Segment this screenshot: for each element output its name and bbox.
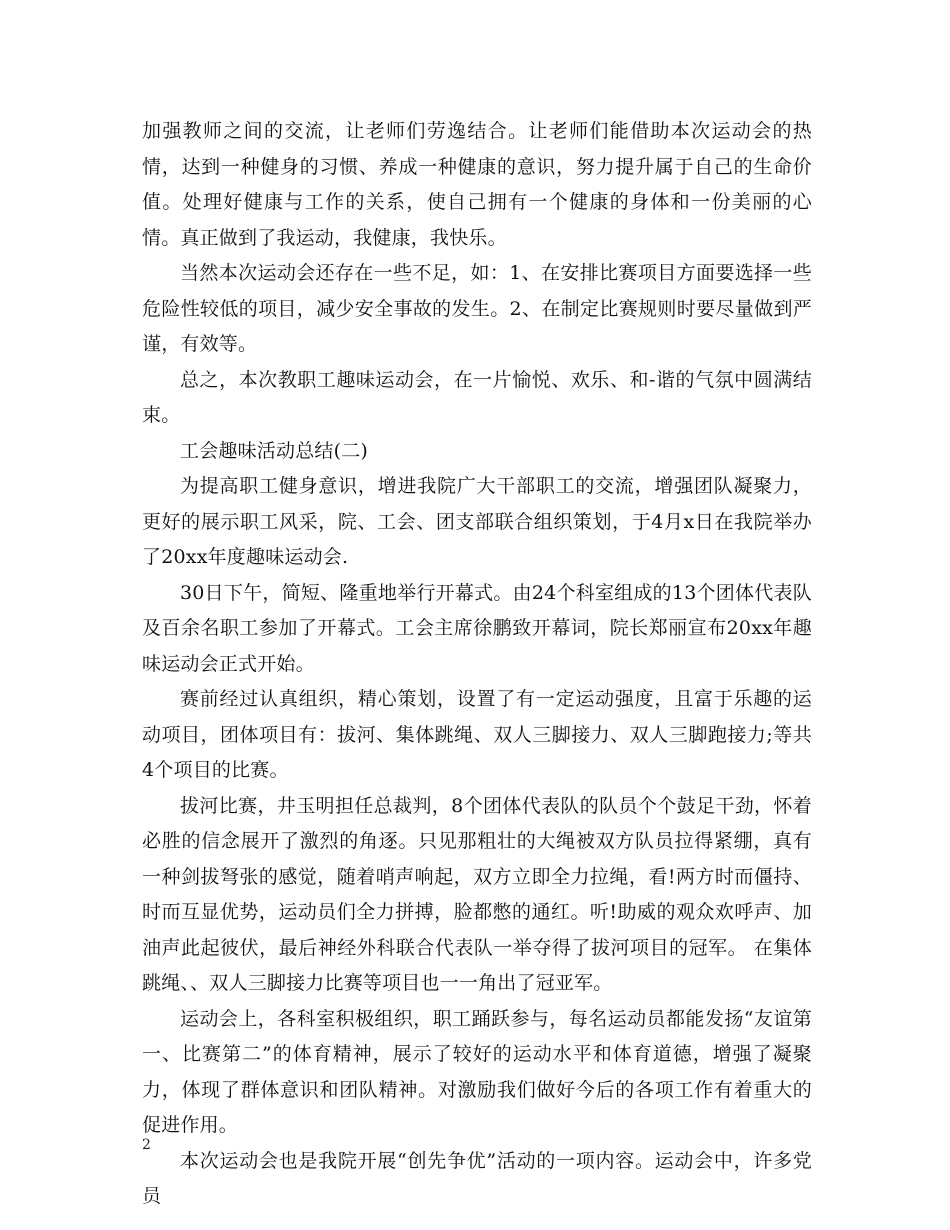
paragraph-7: 赛前经过认真组织，精心策划，设置了有一定运动强度，且富于乐趣的运动项目，团体项目有：拔河、集体跳绳、双人三脚接力、双人三脚跑接力;等共4个项目的比赛。 xyxy=(142,688,812,781)
paragraph-10: 本次运动会也是我院开展“创先争优”活动的一项内容。运动会中，许多党员 xyxy=(142,1149,812,1207)
paragraph-2: 当然本次运动会还存在一些不足，如：1、在安排比赛项目方面要选择一些危险性较低的项目，减少安全事故的发生。2、在制定比赛规则时要尽量做到严谨，有效等。 xyxy=(142,262,812,355)
section-heading: 工会趣味活动总结(二) xyxy=(180,439,369,462)
paragraph-9: 运动会上，各科室积极组织，职工踊跃参与，每名运动员都能发扬“友谊第一、比赛第二”的体育精神，展示了较好的运动水平和体育道德，增强了凝聚力，体现了群体意识和团队精神。对激励我们做好今后的各项工作有着重大的促进作用。 xyxy=(142,1007,812,1136)
paragraph-5: 为提高职工健身意识，增进我院广大干部职工的交流，增强团队凝聚力，更好的展示职工风采，院、工会、团支部联合组织策划，于4月x日在我院举办了20xx年度趣味运动会. xyxy=(142,475,812,568)
paragraph-3: 总之，本次教职工趣味运动会，在一片愉悦、欢乐、和-谐的气氛中圆满结束。 xyxy=(142,368,812,426)
paragraph-6: 30日下午，简短、隆重地举行开幕式。由24个科室组成的13个团体代表队及百余名职工参加了开幕式。工会主席徐鹏致开幕词，院长郑丽宣布20xx年趣味运动会正式开始。 xyxy=(142,581,812,675)
document-body xyxy=(142,114,812,1215)
page-number: 2 xyxy=(142,1137,151,1153)
paragraph-8: 拔河比赛，井玉明担任总裁判，8个团体代表队的队员个个鼓足干劲，怀着必胜的信念展开了激烈的角逐。只见那粗壮的大绳被双方队员拉得紧绷，真有一种剑拔弩张的感觉，随着哨声响起，双方立即全力拉绳，看!两方时而僵持、时而互显优势，运动员们全力拼搏，脸都憋的通红。听!助威的观众欢呼声、加油声此起彼伏，最后神经外科联合代表队一举夺得了拔河项目的冠军。 在集体跳绳、、双人三脚接力比赛等项目也一一角出了冠亚军。 xyxy=(142,794,812,994)
paragraph-1: 加强教师之间的交流，让老师们劳逸结合。让老师们能借助本次运动会的热情，达到一种健身的习惯、养成一种健康的意识，努力提升属于自己的生命价值。处理好健康与工作的关系，使自己拥有一个健康的身体和一份美丽的心情。真正做到了我运动，我健康，我快乐。 xyxy=(142,120,812,249)
